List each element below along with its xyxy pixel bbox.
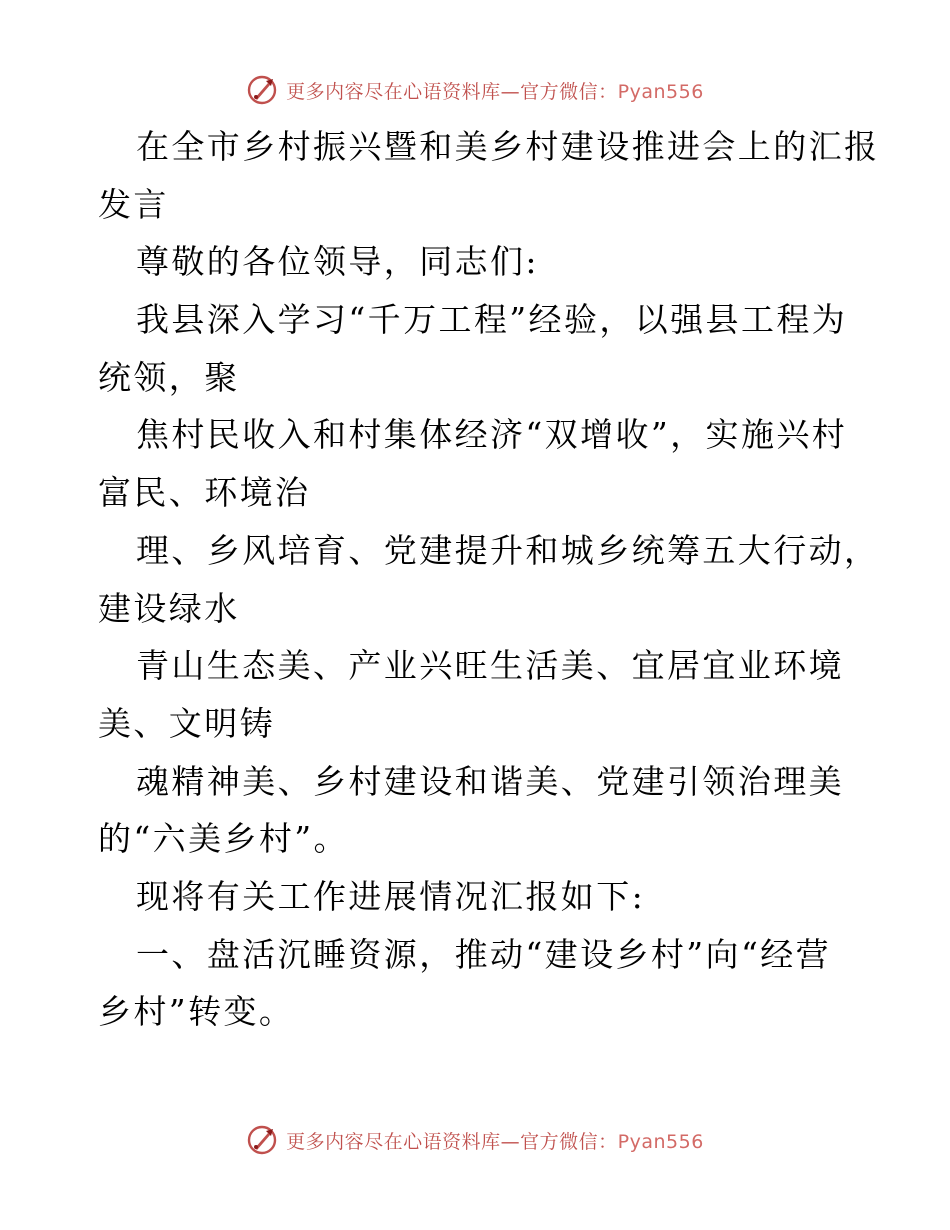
text-line: 建设绿水 [98,588,240,628]
text-line: 在全市乡村振兴暨和美乡村建设推进会上的汇报 [136,127,880,166]
text-line: 焦村民收入和村集体经济“双增收”，实施兴村 [136,415,848,455]
document-body [98,118,880,1041]
text-line: 理、乡风培育、党建提升和城乡统筹五大行动， [136,530,880,570]
text-line: 魂精神美、乡村建设和谐美、党建引领治理美 [136,761,844,801]
text-line: 尊敬的各位领导，同志们: [136,242,539,282]
quill-logo-icon [246,74,278,106]
watermark-text: 更多内容尽在心语资料库—官方微信：Pyan556 [286,80,704,103]
text-line: 发言 [98,184,169,224]
footer-watermark [0,1120,950,1160]
text-line: 统领，聚 [98,357,240,397]
text-line: 美、文明铸 [98,703,275,743]
quill-logo-icon [246,1124,278,1156]
text-line: 青山生态美、产业兴旺生活美、宜居宜业环境 [136,646,844,686]
text-line: 一、盘活沉睡资源，推动“建设乡村”向“经营 [136,934,832,974]
watermark-text: 更多内容尽在心语资料库—官方微信：Pyan556 [286,1130,704,1153]
header-watermark [0,70,950,110]
text-line: 乡村”转变。 [98,992,295,1032]
text-line: 富民、环境治 [98,473,311,513]
text-line: 我县深入学习“千万工程”经验，以强县工程为 [136,300,848,340]
text-line: 的“六美乡村”。 [98,819,349,859]
text-line: 现将有关工作进展情况汇报如下: [136,876,646,916]
